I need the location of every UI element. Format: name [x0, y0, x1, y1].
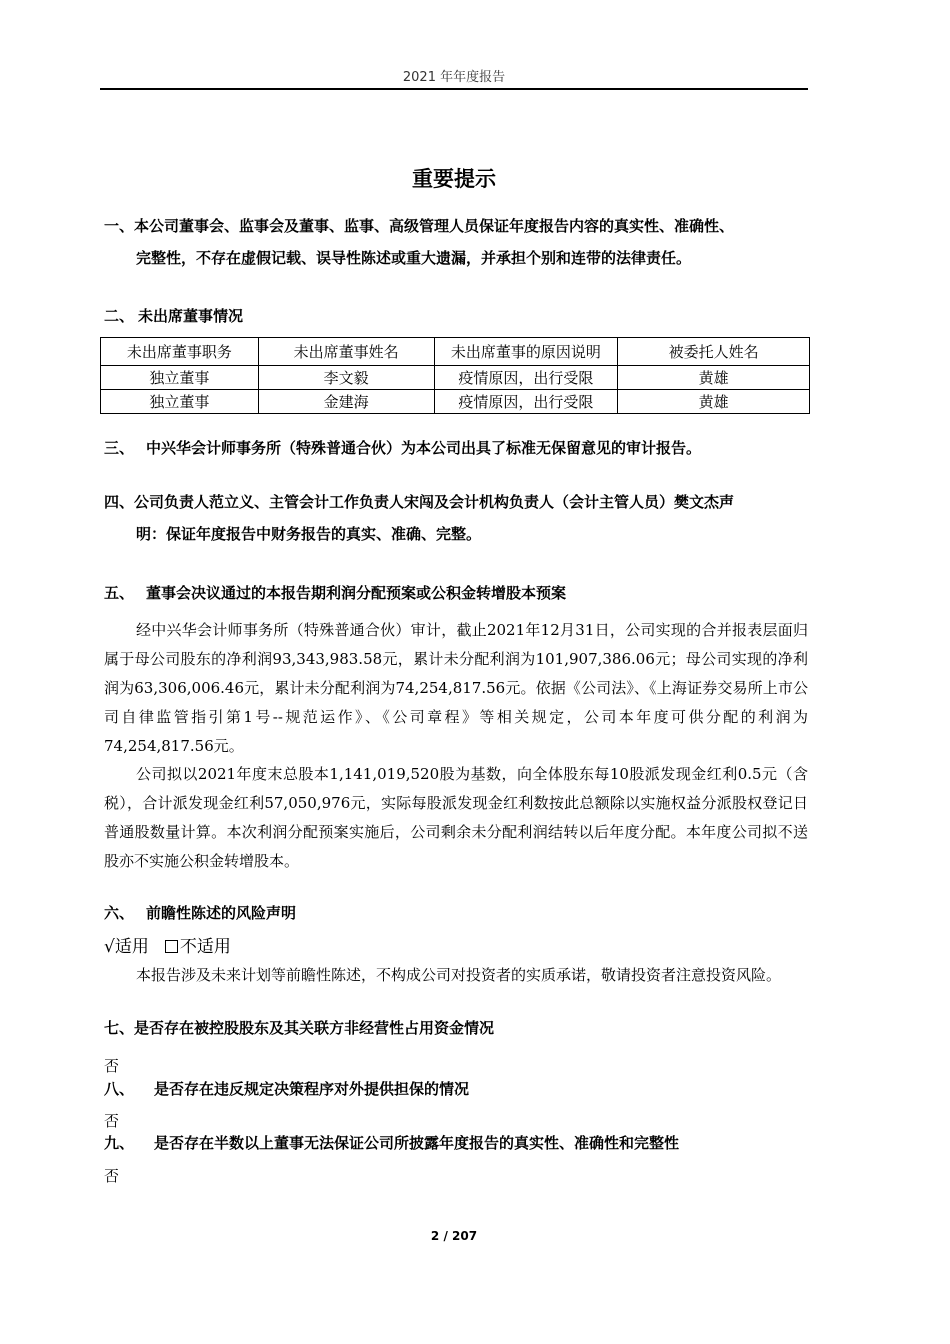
- section-4-line2: 明：保证年度报告中财务报告的真实、准确、完整。: [136, 525, 482, 543]
- section-9-number: 九、: [104, 1134, 135, 1152]
- applicable-label: 适用: [114, 937, 149, 957]
- section-7-title: 是否存在被控股股东及其关联方非经营性占用资金情况: [134, 1019, 495, 1037]
- section-2-number: 二、: [104, 307, 135, 325]
- section-8-title: 是否存在违反规定决策程序对外提供担保的情况: [154, 1080, 470, 1098]
- section-9-answer: 否: [104, 1167, 120, 1185]
- table-header-cell: 未出席董事职务: [101, 338, 259, 366]
- table-header-row: [101, 338, 810, 366]
- profit-distribution-paragraph-1: 经中兴华会计师事务所（特殊普通合伙）审计，截止2021年12月31日，公司实现的合并报表层面归属于母公司股东的净利润93,343,983.58元，累计未分配利润为101,907,386.06元；母公司实现的净利润为63,306,006.46元，累计未分配利润为74,254,817.56元。依据《公司法》、《上海证券交易所上市公司自律监管指引第1号--规范运作》、《公司章程》等相关规定，公司本年度可供分配的利润为74,254,817.56元。: [104, 621, 808, 755]
- page-title: 重要提示: [412, 167, 496, 191]
- section-5-number: 五、: [104, 584, 135, 602]
- table-cell: 独立董事: [101, 366, 259, 390]
- table-header-cell: 被委托人姓名: [618, 338, 810, 366]
- section-3-text: 中兴华会计师事务所（特殊普通合伙）为本公司出具了标准无保留意见的审计报告。: [146, 439, 702, 457]
- table-cell: 独立董事: [101, 390, 259, 414]
- section-7-number: 七、: [104, 1019, 135, 1037]
- not-applicable-label: 不适用: [179, 937, 231, 957]
- section-3-number: 三、: [104, 439, 135, 457]
- section-1-number: 一、: [104, 217, 135, 235]
- absent-directors-table: [100, 337, 810, 414]
- section-9-heading: [104, 1132, 679, 1153]
- page-number: 2 / 207: [430, 1229, 478, 1243]
- section-7-heading: [104, 1017, 494, 1038]
- section-1: [104, 215, 734, 236]
- section-5-heading: [104, 582, 566, 603]
- profit-distribution-paragraph-2: 公司拟以2021年度末总股本1,141,019,520股为基数，向全体股东每10股派发现金红利0.5元（含税），合计派发现金红利57,050,976元，实际每股派发现金红利数按此总额除以实施权益分派股权登记日普通股数量计算。本次利润分配预案实施后，公司剩余未分配利润结转以后年度分配。本年度公司拟不送股亦不实施公积金转增股本。: [104, 765, 808, 870]
- section-1-line1: 本公司董事会、监事会及董事、监事、高级管理人员保证年度报告内容的真实性、准确性、: [134, 217, 735, 235]
- table-cell: 金建海: [258, 390, 434, 414]
- table-cell: 疫情原因，出行受限: [434, 390, 618, 414]
- section-2-title: 未出席董事情况: [138, 307, 244, 325]
- section-7-answer: 否: [104, 1057, 120, 1075]
- check-mark-icon: √: [104, 937, 115, 957]
- table-row: [101, 390, 810, 414]
- page-header: 2021 年年度报告: [402, 70, 506, 85]
- section-6-title: 前瞻性陈述的风险声明: [146, 904, 297, 922]
- section-1-line2: 完整性，不存在虚假记载、误导性陈述或重大遗漏，并承担个别和连带的法律责任。: [136, 249, 692, 267]
- risk-statement-paragraph: 本报告涉及未来计划等前瞻性陈述，不构成公司对投资者的实质承诺，敬请投资者注意投资风险。: [136, 966, 782, 984]
- section-6-number: 六、: [104, 904, 135, 922]
- section-9-title: 是否存在半数以上董事无法保证公司所披露年度报告的真实性、准确性和完整性: [154, 1134, 680, 1152]
- section-6-heading: [104, 902, 296, 923]
- header-rule: [100, 88, 808, 90]
- table-cell: 黄雄: [618, 366, 810, 390]
- section-3: [104, 437, 701, 458]
- section-8-heading: [104, 1078, 469, 1099]
- section-4-number: 四、: [104, 493, 135, 511]
- table-cell: 黄雄: [618, 390, 810, 414]
- section-2-heading: [104, 305, 243, 326]
- table-header-cell: 未出席董事的原因说明: [434, 338, 618, 366]
- section-4: [104, 491, 734, 512]
- section-4-line1: 公司负责人范立义、主管会计工作负责人宋闯及会计机构负责人（会计主管人员）樊文杰声: [134, 493, 735, 511]
- applicability-options: [104, 932, 231, 957]
- table-header-cell: 未出席董事姓名: [258, 338, 434, 366]
- section-8-number: 八、: [104, 1080, 135, 1098]
- section-8-answer: 否: [104, 1112, 120, 1130]
- table-cell: 疫情原因，出行受限: [434, 366, 618, 390]
- section-5-title: 董事会决议通过的本报告期利润分配预案或公积金转增股本预案: [146, 584, 567, 602]
- table-row: [101, 366, 810, 390]
- empty-checkbox-icon: [165, 940, 178, 953]
- table-cell: 李文毅: [258, 366, 434, 390]
